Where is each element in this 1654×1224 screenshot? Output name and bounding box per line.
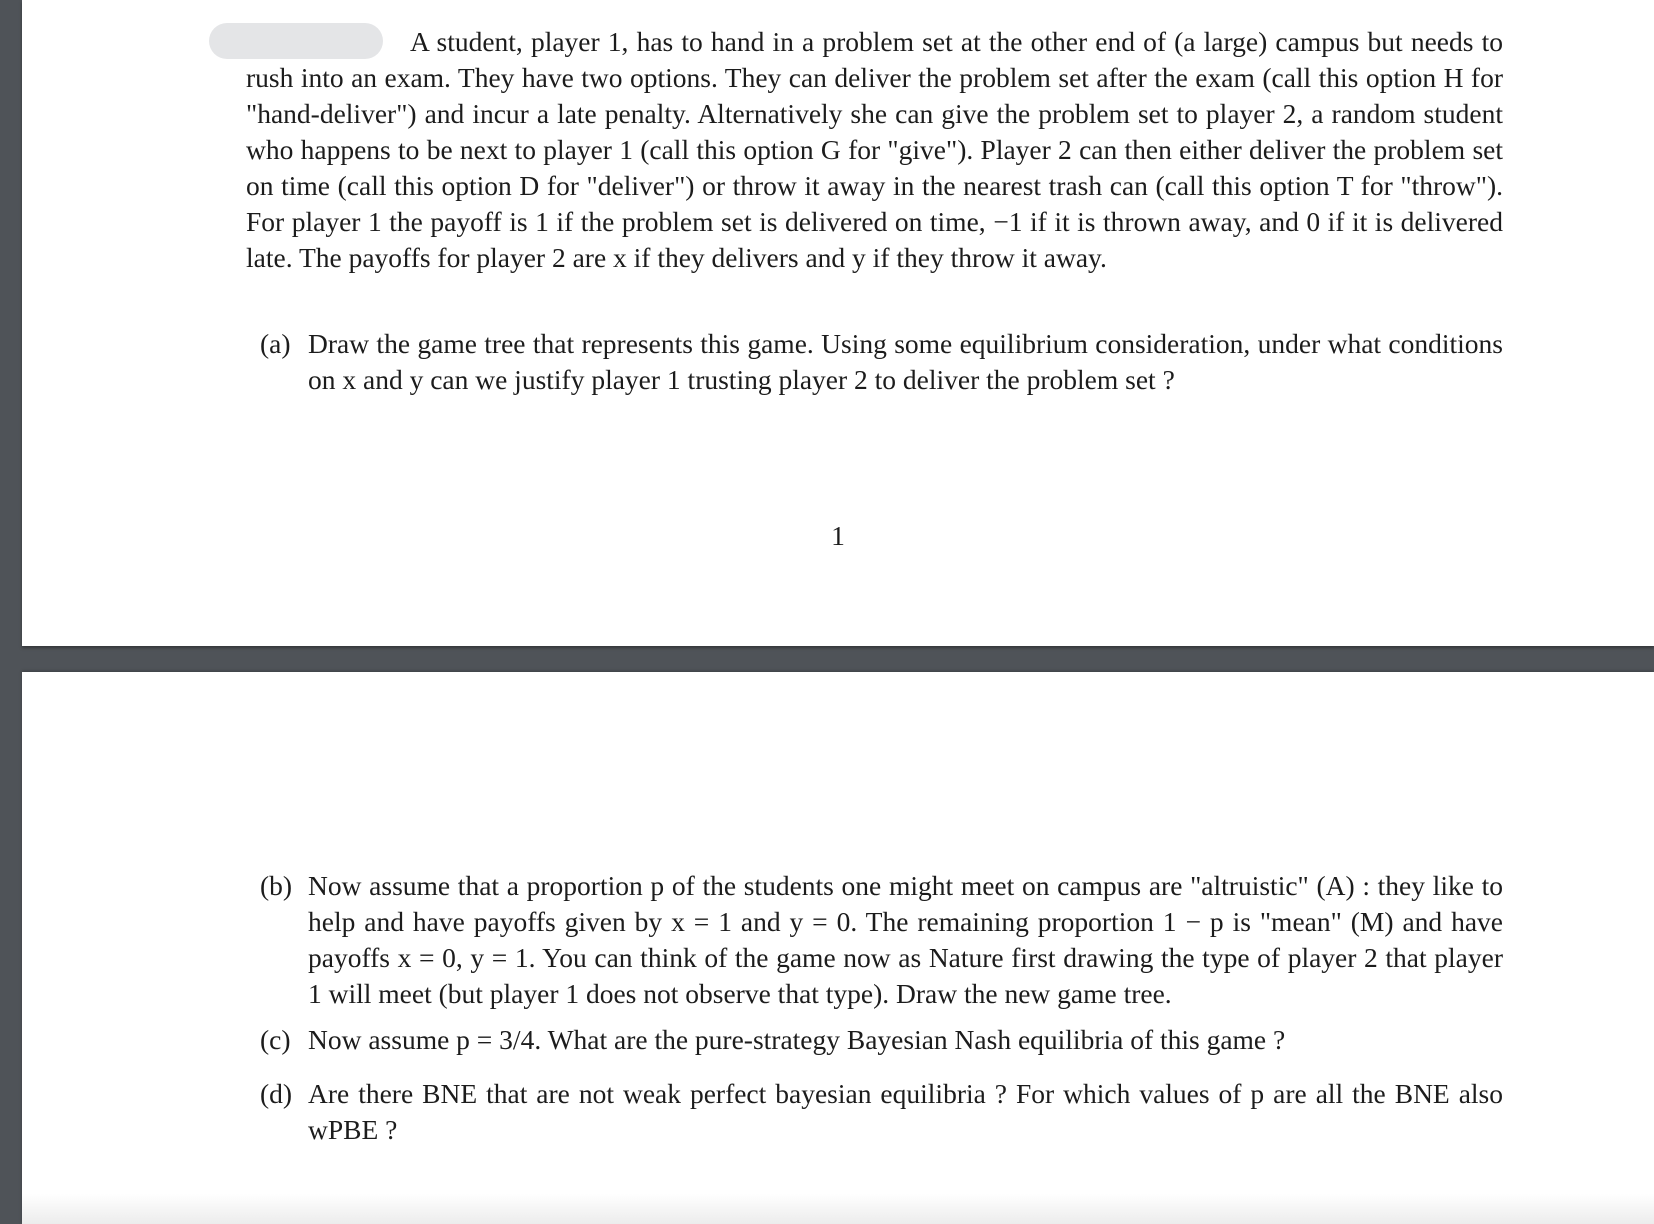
question-a-label: (a) (260, 328, 291, 359)
question-c-label: (c) (260, 1024, 291, 1055)
document-page-1 (22, 0, 1654, 646)
question-a-text: Draw the game tree that represents this game. Using some equilibrium consideration, under what conditions on x and y can we justify player 1 trusting player 2 to deliver the problem set ? (308, 328, 1503, 395)
question-c-text: Now assume p = 3/4. What are the pure-strategy Bayesian Nash equilibria of this game ? (308, 1024, 1286, 1055)
question-d-label: (d) (260, 1078, 293, 1109)
question-d (260, 1076, 1503, 1148)
question-c (260, 1022, 1503, 1058)
page-bottom-fade (22, 1194, 1654, 1224)
question-a (260, 326, 1503, 398)
intro-paragraph: A student, player 1, has to hand in a problem set at the other end of (a large) campus but needs to rush into an exam. They have two options. They can deliver the problem set after the exam (call this option H for "hand-deliver") and incur a late penalty. Alternatively she can give the problem set to player 2, a random student who happens to be next to player 1 (call this option G for "give"). Player 2 can then either deliver the problem set on time (call this option D for "deliver") or throw it away in the nearest trash can (call this option T for "throw"). For player 1 the payoff is 1 if the problem set is delivered on time, −1 if it is thrown away, and 0 if it is delivered late. The payoffs for player 2 are x if they delivers and y if they throw it away. (246, 26, 1503, 273)
page-number: 1 (831, 520, 845, 551)
question-b-text: Now assume that a proportion p of the students one might meet on campus are "altruistic" (A) : they like to help and have payoffs given by x = 1 and y = 0. The remaining proportion 1 − p is "mean" (M) and have payoffs x = 0, y = 1. You can think of the game now as Nature first drawing the type of player 2 that player 1 will meet (but player 1 does not observe that type). Draw the new game tree. (308, 870, 1503, 1009)
question-b-label: (b) (260, 870, 293, 901)
question-b (260, 868, 1503, 1012)
document-page-2 (22, 672, 1654, 1224)
question-d-text: Are there BNE that are not weak perfect bayesian equilibria ? For which values of p are all the BNE also wPBE ? (308, 1078, 1503, 1145)
